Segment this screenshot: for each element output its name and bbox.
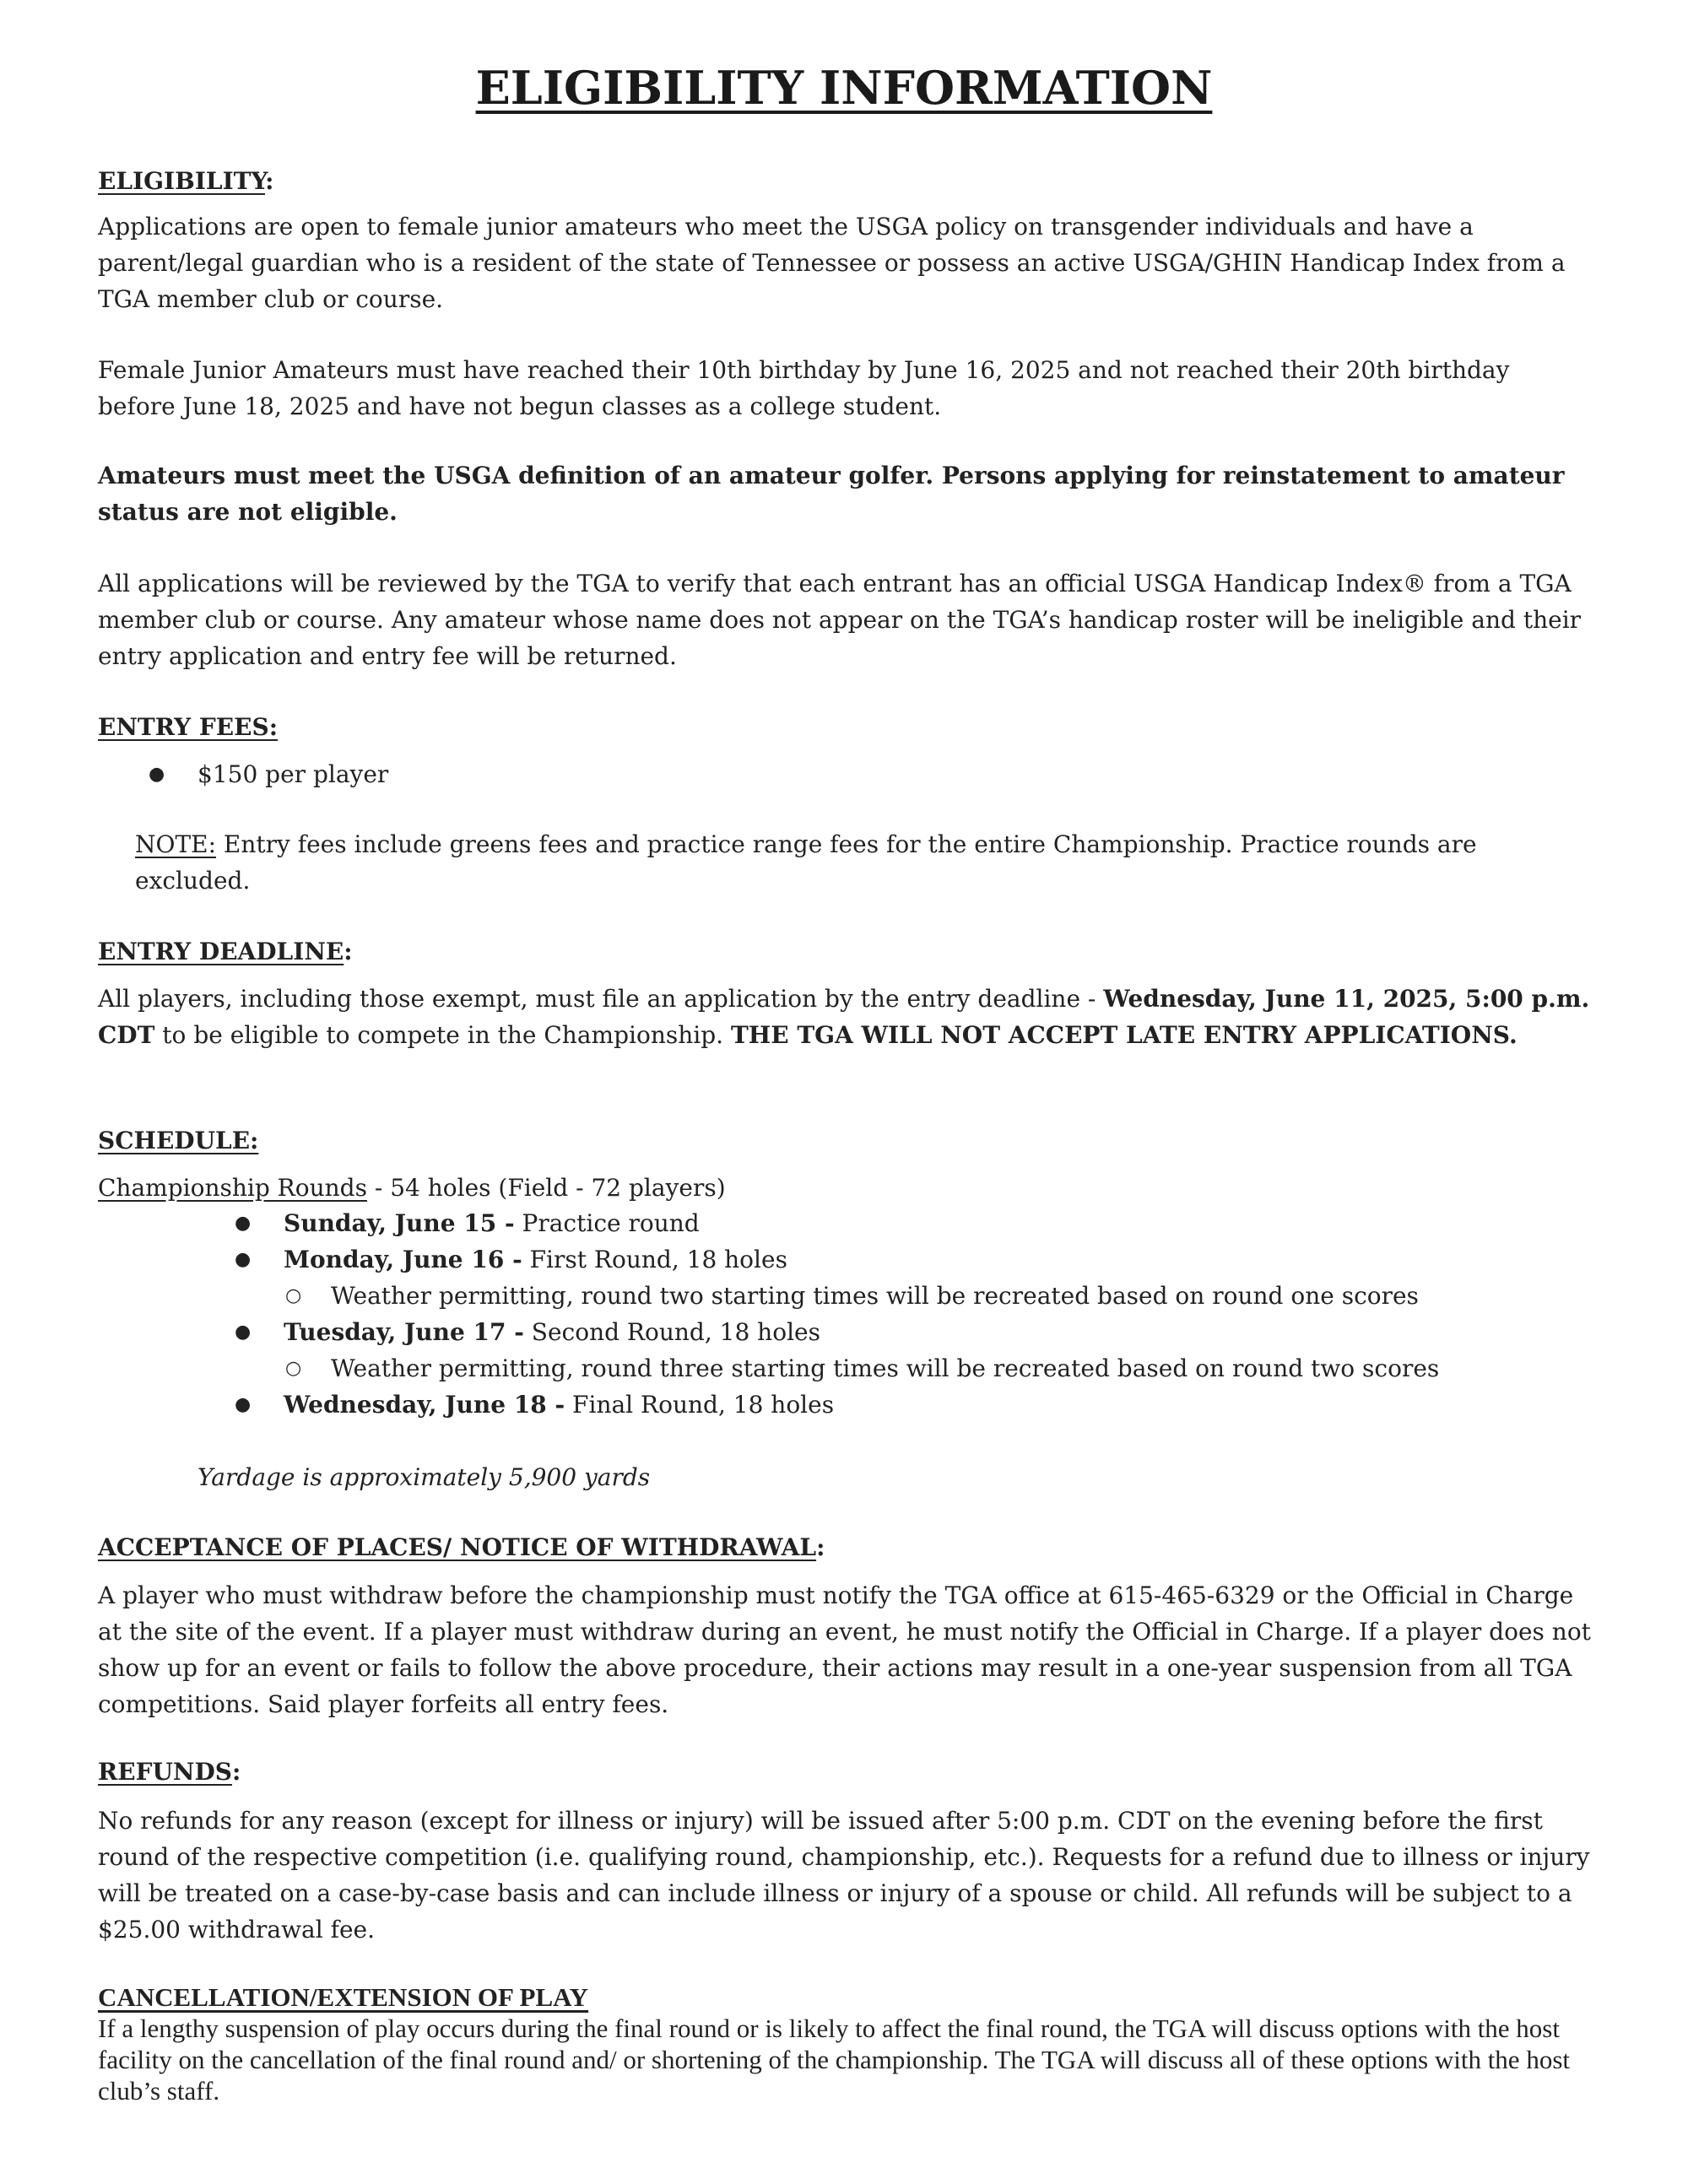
refunds-heading bbox=[98, 1754, 1592, 1790]
hollow-bullet-icon: ○ bbox=[285, 1285, 302, 1306]
schedule-day: Wednesday, June 18 - bbox=[284, 1391, 565, 1419]
bullet-icon: ● bbox=[235, 1322, 252, 1343]
schedule-day: Monday, June 16 - bbox=[284, 1246, 522, 1273]
yardage-note: Yardage is approximately 5,900 yards bbox=[197, 1463, 651, 1491]
rounds-label: Championship Rounds bbox=[98, 1174, 367, 1202]
schedule-subitem bbox=[98, 1278, 1592, 1314]
eligibility-amateur-notice: Amateurs must meet the USGA definition of an amateur golfer. Persons applying for reinstatement to amateur status are not eligible. bbox=[98, 462, 1565, 526]
bullet-icon: ● bbox=[235, 1394, 252, 1415]
entry-deadline-heading bbox=[98, 933, 1592, 970]
refunds-paragraph: No refunds for any reason (except for illness or injury) will be issued after 5:00 p.m. CDT on the evening before the first round of the respective competition (i.e. qualifying round, championship, etc.). Requests for a refund due to illness or injury will be treated on a case-by-case basis and can include illness or injury of a spouse or child. All refunds will be subject to a $25.00 withdrawal fee. bbox=[98, 1807, 1590, 1943]
schedule-description: Weather permitting, round two starting times will be recreated based on round one scores bbox=[331, 1282, 1419, 1310]
entry-fee-text: $150 per player bbox=[197, 760, 389, 788]
schedule-description: Final Round, 18 holes bbox=[565, 1391, 835, 1419]
acceptance-paragraph: A player who must withdraw before the championship must notify the TGA office at 615-465-6329 or the Official in Charge at the site of the event. If a player must withdraw during an event, he must notify the Official in Charge. If a player does not show up for an event or fails to follow the above procedure, their actions may result in a one-year suspension from all TGA competitions. Said player forfeits all entry fees. bbox=[98, 1581, 1591, 1718]
page-title: ELIGIBILITY INFORMATION bbox=[475, 61, 1213, 115]
schedule-description: Weather permitting, round three starting times will be recreated based on round two scores bbox=[331, 1354, 1440, 1382]
rounds-detail: - 54 holes (Field - 72 players) bbox=[366, 1174, 726, 1202]
schedule-heading: SCHEDULE: bbox=[98, 1127, 259, 1154]
entry-deadline-paragraph bbox=[98, 981, 1592, 1053]
bullet-icon: ● bbox=[235, 1249, 252, 1270]
heading-colon: : bbox=[816, 1533, 825, 1561]
acceptance-heading bbox=[98, 1529, 1592, 1565]
cancellation-heading: CANCELLATION/EXTENSION OF PLAY bbox=[98, 1982, 589, 2012]
schedule-item bbox=[98, 1387, 1592, 1423]
note-text: Entry fees include greens fees and practice range fees for the entire Championship. Practice rounds are excluded. bbox=[135, 830, 1477, 895]
hollow-bullet-icon: ○ bbox=[285, 1358, 302, 1379]
note-label: NOTE: bbox=[135, 830, 217, 858]
late-entry-notice: THE TGA WILL NOT ACCEPT LATE ENTRY APPLICATIONS. bbox=[730, 1021, 1518, 1049]
heading-colon: : bbox=[265, 167, 274, 195]
schedule-description: Second Round, 18 holes bbox=[523, 1318, 820, 1346]
schedule-subitem bbox=[98, 1350, 1592, 1387]
heading-text: ACCEPTANCE OF PLACES/ NOTICE OF WITHDRAWAL bbox=[98, 1533, 817, 1561]
schedule-day: Sunday, June 15 - bbox=[284, 1209, 515, 1237]
schedule-item bbox=[98, 1241, 1592, 1278]
deadline-text: All players, including those exempt, must file an application by the entry deadline - bbox=[98, 985, 1104, 1013]
entry-fee-item bbox=[149, 756, 1642, 792]
heading-text: ELIGIBILITY bbox=[98, 167, 266, 195]
eligibility-paragraph-2: Female Junior Amateurs must have reached their 10th birthday by June 16, 2025 and not reached their 20th birthday before June 18, 2025 and have not begun classes as a college student. bbox=[98, 356, 1510, 420]
eligibility-paragraph-4: All applications will be reviewed by the TGA to verify that each entrant has an official USGA Handicap Index® from a TGA member club or course. Any amateur whose name does not appear on the TGA’s handicap roster will be ineligible and their entry application and entry fee will be returned. bbox=[98, 570, 1582, 670]
eligibility-paragraph-1: Applications are open to female junior amateurs who meet the USGA policy on transgender individuals and have a parent/legal guardian who is a resident of the state of Tennessee or possess an active USGA/GHIN Handicap Index from a TGA member club or course. bbox=[98, 213, 1566, 313]
heading-colon: : bbox=[232, 1758, 241, 1786]
entry-fees-note bbox=[135, 826, 1592, 899]
schedule-item bbox=[98, 1205, 1592, 1241]
schedule-day: Tuesday, June 17 - bbox=[284, 1318, 524, 1346]
heading-colon: : bbox=[344, 938, 353, 965]
schedule-list bbox=[98, 1205, 1592, 1423]
heading-text: ENTRY DEADLINE bbox=[98, 938, 344, 965]
championship-rounds bbox=[98, 1170, 1592, 1206]
eligibility-heading bbox=[98, 163, 1592, 199]
bullet-icon: ● bbox=[235, 1213, 252, 1234]
deadline-date: Wednesday, June 11, 2025, 5:00 p.m. CDT bbox=[98, 985, 1590, 1049]
schedule-description: First Round, 18 holes bbox=[522, 1246, 787, 1273]
entry-fees-heading: ENTRY FEES: bbox=[98, 713, 279, 741]
schedule-item bbox=[98, 1314, 1592, 1350]
heading-text: REFUNDS bbox=[98, 1758, 233, 1786]
bullet-icon: ● bbox=[149, 764, 165, 785]
cancellation-paragraph: If a lengthy suspension of play occurs during the final round or is likely to affect the final round, the TGA will discuss options with the host facility on the cancellation of the final round and/ or shortening of the championship. The TGA will discuss all of these options with the host club’s staff. bbox=[98, 2014, 1570, 2106]
schedule-description: Practice round bbox=[514, 1209, 700, 1237]
deadline-text: to be eligible to compete in the Championship. bbox=[154, 1021, 731, 1049]
